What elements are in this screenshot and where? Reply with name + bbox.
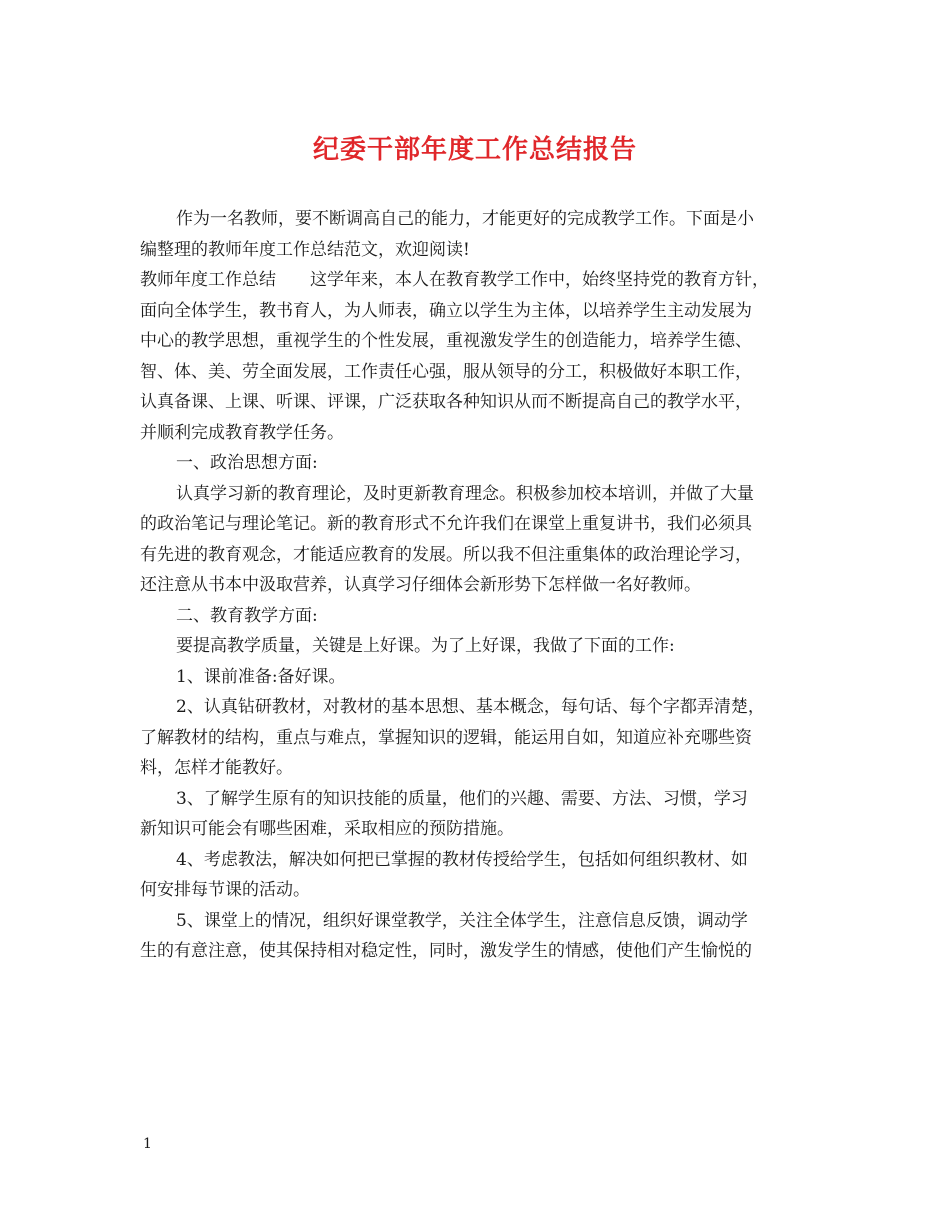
section-heading: 一、政治思想方面: — [176, 453, 318, 473]
paragraph-line: 料，怎样才能教好。 — [140, 758, 293, 778]
paragraph-line: 生的有意注意，使其保持相对稳定性，同时，激发学生的情感，使他们产生愉悦的 — [140, 941, 752, 961]
paragraph-line: 的政治笔记与理论笔记。新的教育形式不允许我们在课堂上重复讲书，我们必须具 — [140, 514, 752, 534]
paragraph-line: 作为一名教师，要不断调高自己的能力，才能更好的完成教学工作。下面是小 — [176, 209, 754, 229]
list-item: 3、了解学生原有的知识技能的质量，他们的兴趣、需要、方法、习惯，学习 — [176, 788, 748, 809]
paragraph-line: 何安排每节课的活动。 — [140, 880, 310, 900]
paragraph-line: 并顺利完成教育教学任务。 — [140, 422, 344, 443]
paragraph-line: 还注意从书本中汲取营养，认真学习仔细体会新形势下怎样做一名好教师。 — [140, 575, 701, 595]
document-body — [140, 204, 830, 967]
paragraph-line: 认真学习新的教育理论，及时更新教育理念。积极参加校本培训，并做了大量 — [176, 483, 754, 504]
page-number: 1 — [143, 1136, 152, 1152]
paragraph-line: 编整理的教师年度工作总结范文，欢迎阅读! — [140, 239, 470, 260]
paragraph-line: 教师年度工作总结 这学年来，本人在教育教学工作中，始终坚持党的教育方针， — [140, 270, 769, 290]
section-heading: 二、教育教学方面: — [176, 605, 318, 626]
paragraph-line: 中心的教学思想，重视学生的个性发展，重视激发学生的创造能力，培养学生德、 — [140, 331, 752, 351]
paragraph-line: 新知识可能会有哪些困难，采取相应的预防措施。 — [140, 819, 514, 839]
list-item: 1、课前准备:备好课。 — [176, 666, 346, 687]
paragraph-line: 智、体、美、劳全面发展，工作责任心强，服从领导的分工，积极做好本职工作， — [140, 361, 752, 382]
list-item: 2、认真钻研教材，对教材的基本思想、基本概念，每句话、每个字都弄清楚， — [176, 697, 765, 717]
paragraph-line: 要提高教学质量，关键是上好课。为了上好课，我做了下面的工作: — [176, 636, 675, 656]
list-item: 5、课堂上的情况，组织好课堂教学，关注全体学生，注意信息反馈，调动学 — [176, 910, 748, 931]
document-title: 纪委干部年度工作总结报告 — [312, 135, 637, 165]
list-item: 4、考虑教法，解决如何把已掌握的教材传授给学生，包括如何组织教材、如 — [176, 849, 748, 870]
paragraph-line: 面向全体学生，教书育人，为人师表，确立以学生为主体，以培养学生主动发展为 — [140, 300, 752, 321]
paragraph-line: 了解教材的结构，重点与难点，掌握知识的逻辑，能运用自如，知道应补充哪些资 — [140, 727, 752, 748]
paragraph-line: 有先进的教育观念，才能适应教育的发展。所以我不但注重集体的政治理论学习， — [140, 544, 752, 565]
paragraph-line: 认真备课、上课、听课、评课，广泛获取各种知识从而不断提高自己的教学水平， — [140, 392, 752, 412]
